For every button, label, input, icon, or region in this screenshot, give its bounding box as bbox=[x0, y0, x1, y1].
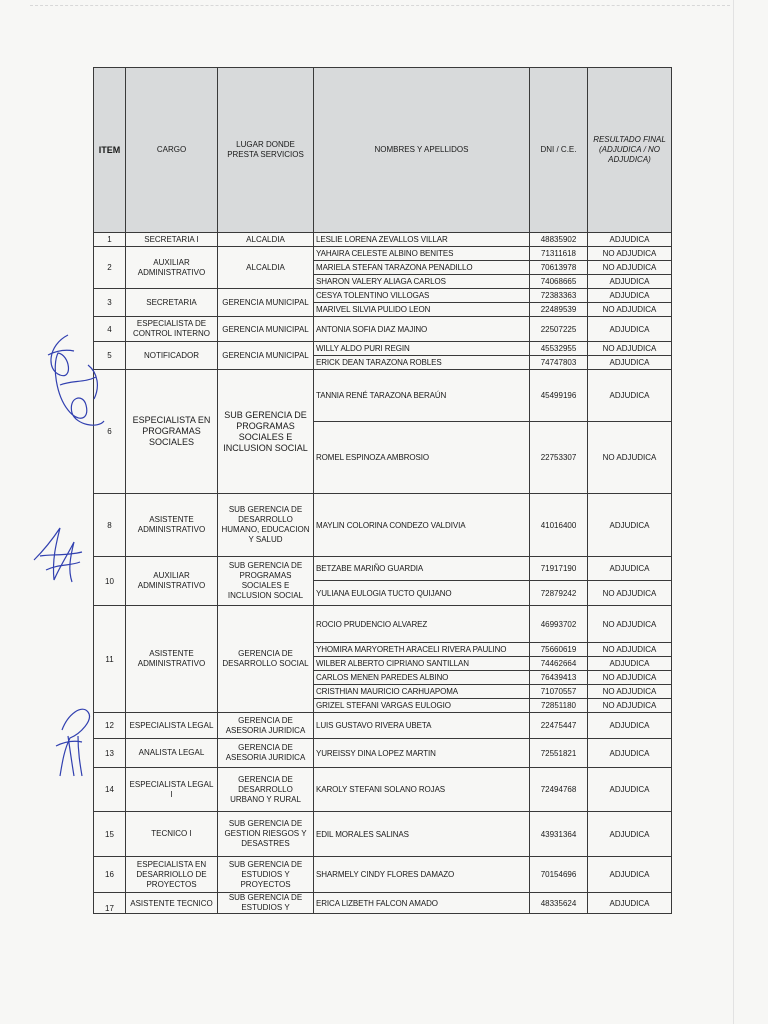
cargo-cell: SECRETARIA bbox=[126, 289, 218, 317]
nombre-cell: WILBER ALBERTO CIPRIANO SANTILLAN bbox=[314, 657, 530, 671]
nombre-cell: TANNIA RENÉ TARAZONA BERAÚN bbox=[314, 370, 530, 422]
dni-cell: 46993702 bbox=[530, 606, 588, 643]
lugar-cell: SUB GERENCIA DE ESTUDIOS Y bbox=[218, 893, 314, 914]
item-number: 6 bbox=[94, 370, 126, 494]
lugar-cell: SUB GERENCIA DE ESTUDIOS Y PROYECTOS bbox=[218, 857, 314, 893]
nombre-cell: WILLY ALDO PURI REGIN bbox=[314, 342, 530, 356]
dni-cell: 71917190 bbox=[530, 557, 588, 581]
item-number: 17 bbox=[94, 893, 126, 914]
item-number: 13 bbox=[94, 739, 126, 768]
header-lugar: LUGAR DONDE PRESTA SERVICIOS bbox=[218, 68, 314, 233]
dni-cell: 74462664 bbox=[530, 657, 588, 671]
item-number: 16 bbox=[94, 857, 126, 893]
lugar-cell: GERENCIA MUNICIPAL bbox=[218, 317, 314, 342]
dni-cell: 22507225 bbox=[530, 317, 588, 342]
resultado-cell: ADJUDICA bbox=[588, 317, 672, 342]
dni-cell: 43931364 bbox=[530, 812, 588, 857]
nombre-cell: GRIZEL STEFANI VARGAS EULOGIO bbox=[314, 699, 530, 713]
resultado-cell: ADJUDICA bbox=[588, 289, 672, 303]
nombre-cell: KAROLY STEFANI SOLANO ROJAS bbox=[314, 768, 530, 812]
item-number: 12 bbox=[94, 713, 126, 739]
dni-cell: 76439413 bbox=[530, 671, 588, 685]
lugar-cell: SUB GERENCIA DE DESARROLLO HUMANO, EDUCACION Y SALUD bbox=[218, 494, 314, 557]
resultado-cell: NO ADJUDICA bbox=[588, 606, 672, 643]
lugar-cell: ALCALDIA bbox=[218, 247, 314, 289]
nombre-cell: ERICA LIZBETH FALCON AMADO bbox=[314, 893, 530, 914]
header-resultado: RESULTADO FINAL (ADJUDICA / NO ADJUDICA) bbox=[588, 68, 672, 233]
nombre-cell: YHOMIRA MARYORETH ARACELI RIVERA PAULINO bbox=[314, 643, 530, 657]
resultado-cell: NO ADJUDICA bbox=[588, 247, 672, 261]
table-row bbox=[94, 739, 672, 768]
resultado-cell: NO ADJUDICA bbox=[588, 422, 672, 494]
table-row bbox=[94, 370, 672, 422]
signature-1 bbox=[38, 325, 118, 435]
lugar-cell: SUB GERENCIA DE PROGRAMAS SOCIALES E INCLUSION SOCIAL bbox=[218, 370, 314, 494]
nombre-cell: LUIS GUSTAVO RIVERA UBETA bbox=[314, 713, 530, 739]
dni-cell: 22475447 bbox=[530, 713, 588, 739]
lugar-cell: GERENCIA DE ASESORIA JURIDICA bbox=[218, 713, 314, 739]
table-row bbox=[94, 247, 672, 261]
nombre-cell: YUREISSY DINA LOPEZ MARTIN bbox=[314, 739, 530, 768]
nombre-cell: BETZABE MARIÑO GUARDIA bbox=[314, 557, 530, 581]
lugar-cell: GERENCIA MUNICIPAL bbox=[218, 342, 314, 370]
dni-cell: 45532955 bbox=[530, 342, 588, 356]
dni-cell: 22489539 bbox=[530, 303, 588, 317]
nombre-cell: YAHAIRA CELESTE ALBINO BENITES bbox=[314, 247, 530, 261]
item-number: 10 bbox=[94, 557, 126, 606]
resultado-cell: ADJUDICA bbox=[588, 893, 672, 914]
table-row bbox=[94, 606, 672, 643]
signature-3 bbox=[48, 690, 108, 780]
dni-cell: 74747803 bbox=[530, 356, 588, 370]
resultado-cell: ADJUDICA bbox=[588, 370, 672, 422]
nombre-cell: ROMEL ESPINOZA AMBROSIO bbox=[314, 422, 530, 494]
item-number: 11 bbox=[94, 606, 126, 713]
resultado-cell: NO ADJUDICA bbox=[588, 685, 672, 699]
lugar-cell: GERENCIA DE DESARROLLO URBANO Y RURAL bbox=[218, 768, 314, 812]
dni-cell: 74068665 bbox=[530, 275, 588, 289]
resultado-cell: ADJUDICA bbox=[588, 657, 672, 671]
nombre-cell: CARLOS MENEN PAREDES ALBINO bbox=[314, 671, 530, 685]
item-number: 14 bbox=[94, 768, 126, 812]
table-row bbox=[94, 494, 672, 557]
results-table bbox=[93, 67, 672, 914]
resultado-cell: NO ADJUDICA bbox=[588, 643, 672, 657]
cargo-cell: ANALISTA LEGAL bbox=[126, 739, 218, 768]
resultado-cell: ADJUDICA bbox=[588, 739, 672, 768]
item-number: 8 bbox=[94, 494, 126, 557]
header-nombres: NOMBRES Y APELLIDOS bbox=[314, 68, 530, 233]
table-row bbox=[94, 233, 672, 247]
lugar-cell: GERENCIA DE ASESORIA JURIDICA bbox=[218, 739, 314, 768]
scan-edge-line bbox=[30, 5, 730, 7]
header-dni: DNI / C.E. bbox=[530, 68, 588, 233]
nombre-cell: ANTONIA SOFIA DIAZ MAJINO bbox=[314, 317, 530, 342]
lugar-cell: SUB GERENCIA DE GESTION RIESGOS Y DESASTRES bbox=[218, 812, 314, 857]
nombre-cell: ERICK DEAN TARAZONA ROBLES bbox=[314, 356, 530, 370]
cargo-cell: ASISTENTE TECNICO bbox=[126, 893, 218, 914]
cargo-cell: NOTIFICADOR bbox=[126, 342, 218, 370]
header-item: ITEM bbox=[94, 68, 126, 233]
resultado-cell: ADJUDICA bbox=[588, 857, 672, 893]
lugar-cell: GERENCIA MUNICIPAL bbox=[218, 289, 314, 317]
table-row bbox=[94, 557, 672, 581]
table-row bbox=[94, 812, 672, 857]
nombre-cell: YULIANA EULOGIA TUCTO QUIJANO bbox=[314, 581, 530, 606]
cargo-cell: ESPECIALISTA EN DESARRIOLLO DE PROYECTOS bbox=[126, 857, 218, 893]
resultado-cell: ADJUDICA bbox=[588, 812, 672, 857]
cargo-cell: ASISTENTE ADMINISTRATIVO bbox=[126, 494, 218, 557]
resultado-cell: ADJUDICA bbox=[588, 233, 672, 247]
nombre-cell: MARIELA STEFAN TARAZONA PENADILLO bbox=[314, 261, 530, 275]
header-cargo: CARGO bbox=[126, 68, 218, 233]
lugar-cell: SUB GERENCIA DE PROGRAMAS SOCIALES E INCLUSION SOCIAL bbox=[218, 557, 314, 606]
resultado-cell: ADJUDICA bbox=[588, 275, 672, 289]
nombre-cell: MARIVEL SILVIA PULIDO LEON bbox=[314, 303, 530, 317]
signature-2 bbox=[30, 520, 90, 590]
dni-cell: 70154696 bbox=[530, 857, 588, 893]
lugar-cell: ALCALDIA bbox=[218, 233, 314, 247]
dni-cell: 71311618 bbox=[530, 247, 588, 261]
nombre-cell: MAYLIN COLORINA CONDEZO VALDIVIA bbox=[314, 494, 530, 557]
resultado-cell: ADJUDICA bbox=[588, 713, 672, 739]
table-row bbox=[94, 768, 672, 812]
item-number: 5 bbox=[94, 342, 126, 370]
dni-cell: 41016400 bbox=[530, 494, 588, 557]
cargo-cell: SECRETARIA I bbox=[126, 233, 218, 247]
nombre-cell: ROCIO PRUDENCIO ALVAREZ bbox=[314, 606, 530, 643]
nombre-cell: SHARON VALERY ALIAGA CARLOS bbox=[314, 275, 530, 289]
nombre-cell: EDIL MORALES SALINAS bbox=[314, 812, 530, 857]
item-number: 15 bbox=[94, 812, 126, 857]
scan-right-edge bbox=[733, 0, 734, 1024]
table-header-row bbox=[94, 68, 672, 233]
item-number: 4 bbox=[94, 317, 126, 342]
resultado-cell: NO ADJUDICA bbox=[588, 303, 672, 317]
resultado-cell: ADJUDICA bbox=[588, 494, 672, 557]
nombre-cell: SHARMELY CINDY FLORES DAMAZO bbox=[314, 857, 530, 893]
resultado-cell: NO ADJUDICA bbox=[588, 261, 672, 275]
cargo-cell: AUXILIAR ADMINISTRATIVO bbox=[126, 247, 218, 289]
resultado-cell: ADJUDICA bbox=[588, 557, 672, 581]
dni-cell: 75660619 bbox=[530, 643, 588, 657]
table-row bbox=[94, 713, 672, 739]
cargo-cell: ESPECIALISTA DE CONTROL INTERNO bbox=[126, 317, 218, 342]
dni-cell: 70613978 bbox=[530, 261, 588, 275]
resultado-cell: ADJUDICA bbox=[588, 768, 672, 812]
resultado-cell: NO ADJUDICA bbox=[588, 342, 672, 356]
nombre-cell: CESYA TOLENTINO VILLOGAS bbox=[314, 289, 530, 303]
dni-cell: 72494768 bbox=[530, 768, 588, 812]
dni-cell: 45499196 bbox=[530, 370, 588, 422]
item-number: 3 bbox=[94, 289, 126, 317]
dni-cell: 72879242 bbox=[530, 581, 588, 606]
nombre-cell: CRISTHIAN MAURICIO CARHUAPOMA bbox=[314, 685, 530, 699]
dni-cell: 48835902 bbox=[530, 233, 588, 247]
dni-cell: 22753307 bbox=[530, 422, 588, 494]
nombre-cell: LESLIE LORENA ZEVALLOS VILLAR bbox=[314, 233, 530, 247]
cargo-cell: ESPECIALISTA LEGAL I bbox=[126, 768, 218, 812]
table-row bbox=[94, 289, 672, 303]
cargo-cell: ESPECIALISTA LEGAL bbox=[126, 713, 218, 739]
cargo-cell: TECNICO I bbox=[126, 812, 218, 857]
dni-cell: 71070557 bbox=[530, 685, 588, 699]
cargo-cell: AUXILIAR ADMINISTRATIVO bbox=[126, 557, 218, 606]
resultado-cell: NO ADJUDICA bbox=[588, 581, 672, 606]
table-row bbox=[94, 857, 672, 893]
dni-cell: 72383363 bbox=[530, 289, 588, 303]
dni-cell: 48335624 bbox=[530, 893, 588, 914]
lugar-cell: GERENCIA DE DESARROLLO SOCIAL bbox=[218, 606, 314, 713]
resultado-cell: NO ADJUDICA bbox=[588, 699, 672, 713]
dni-cell: 72551821 bbox=[530, 739, 588, 768]
item-number: 2 bbox=[94, 247, 126, 289]
table-row bbox=[94, 317, 672, 342]
cargo-cell: ASISTENTE ADMINISTRATIVO bbox=[126, 606, 218, 713]
resultado-cell: NO ADJUDICA bbox=[588, 671, 672, 685]
dni-cell: 72851180 bbox=[530, 699, 588, 713]
table-row bbox=[94, 893, 672, 914]
cargo-cell: ESPECIALISTA EN PROGRAMAS SOCIALES bbox=[126, 370, 218, 494]
item-number: 1 bbox=[94, 233, 126, 247]
table-row bbox=[94, 342, 672, 356]
resultado-cell: ADJUDICA bbox=[588, 356, 672, 370]
